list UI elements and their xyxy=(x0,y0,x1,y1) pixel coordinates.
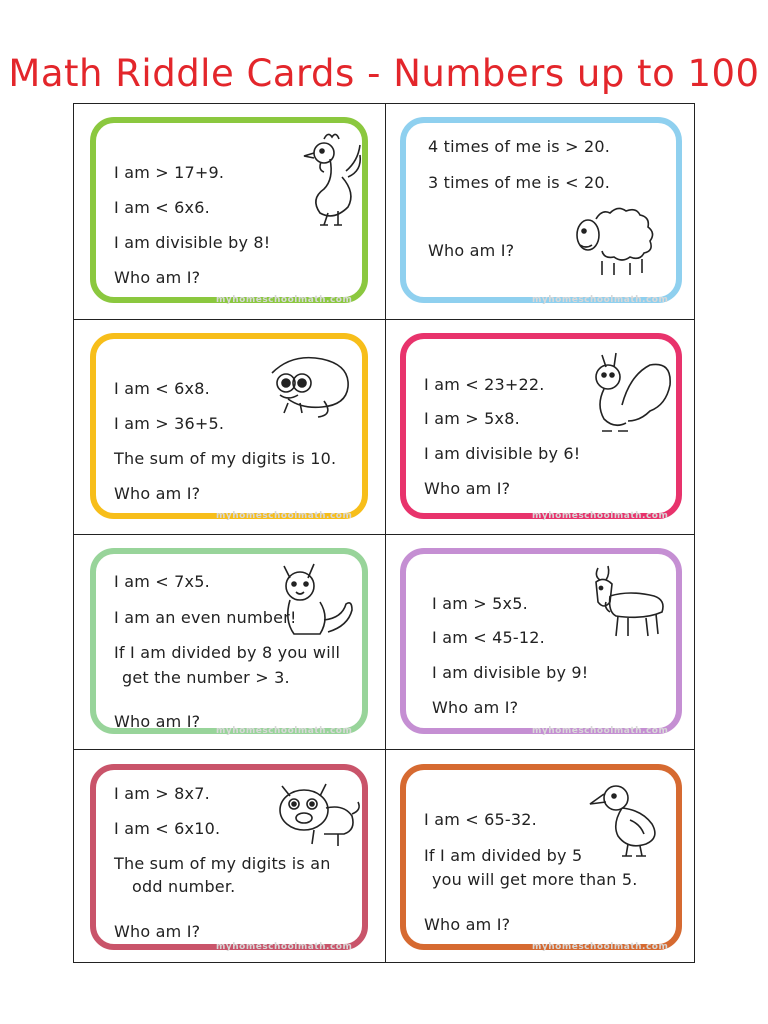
card-line: If I am divided by 8 you will xyxy=(114,643,341,662)
watermark: myhomeschoolmath.com xyxy=(532,726,669,736)
card-line: I am divisible by 9! xyxy=(432,663,589,682)
watermark: myhomeschoolmath.com xyxy=(532,942,669,952)
bird-icon xyxy=(588,776,668,860)
cat-icon xyxy=(272,558,364,642)
card-line: I am > 17+9. xyxy=(114,163,225,182)
card-line: I am < 6x6. xyxy=(114,198,210,217)
grid-divider-vertical xyxy=(385,104,386,962)
goat-icon xyxy=(584,564,674,644)
card-line: I am > 8x7. xyxy=(114,784,210,803)
watermark: myhomeschoolmath.com xyxy=(532,295,669,305)
card-line: I am > 5x5. xyxy=(432,594,528,613)
card-line: Who am I? xyxy=(114,484,201,503)
squirrel-icon xyxy=(582,345,674,437)
card-line: odd number. xyxy=(132,877,236,896)
card-line: I am < 6x8. xyxy=(114,379,210,398)
grid-divider-row-3 xyxy=(74,749,694,750)
riddle-card-1 xyxy=(90,117,368,303)
riddle-card-4 xyxy=(400,333,682,519)
watermark: myhomeschoolmath.com xyxy=(532,511,669,521)
riddle-card-2 xyxy=(400,117,682,303)
pig-icon xyxy=(274,776,366,848)
card-line: Who am I? xyxy=(424,479,511,498)
watermark: myhomeschoolmath.com xyxy=(216,511,353,521)
card-line: If I am divided by 5 xyxy=(424,846,583,865)
card-line: I am < 7x5. xyxy=(114,572,210,591)
card-line: I am < 6x10. xyxy=(114,819,221,838)
card-line: Who am I? xyxy=(428,241,515,260)
mouse-icon xyxy=(264,353,354,419)
card-line: I am < 23+22. xyxy=(424,375,545,394)
riddle-card-3 xyxy=(90,333,368,519)
watermark: myhomeschoolmath.com xyxy=(216,726,353,736)
card-line: The sum of my digits is 10. xyxy=(114,449,337,468)
sheep-icon xyxy=(572,205,658,277)
card-line: get the number > 3. xyxy=(122,668,290,687)
card-line: The sum of my digits is an xyxy=(114,854,331,873)
card-line: I am an even number! xyxy=(114,608,297,627)
grid-divider-row-2 xyxy=(74,534,694,535)
riddle-card-5 xyxy=(90,548,368,734)
card-line: Who am I? xyxy=(114,712,201,731)
page-title: Math Riddle Cards - Numbers up to 100 xyxy=(8,52,760,95)
card-line: 3 times of me is < 20. xyxy=(428,173,611,192)
card-line: 4 times of me is > 20. xyxy=(428,137,611,156)
card-line: I am < 45-12. xyxy=(432,628,545,647)
riddle-card-7 xyxy=(90,764,368,950)
riddle-card-6 xyxy=(400,548,682,734)
card-line: I am divisible by 6! xyxy=(424,444,581,463)
grid-divider-row-1 xyxy=(74,319,694,320)
riddle-card-8 xyxy=(400,764,682,950)
card-line: I am < 65-32. xyxy=(424,810,537,829)
card-line: Who am I? xyxy=(114,922,201,941)
card-line: Who am I? xyxy=(424,915,511,934)
watermark: myhomeschoolmath.com xyxy=(216,942,353,952)
card-line: you will get more than 5. xyxy=(432,870,638,889)
card-line: I am divisible by 8! xyxy=(114,233,271,252)
rooster-icon xyxy=(294,129,364,229)
card-line: Who am I? xyxy=(432,698,519,717)
card-line: Who am I? xyxy=(114,268,201,287)
watermark: myhomeschoolmath.com xyxy=(216,295,353,305)
card-line: I am > 5x8. xyxy=(424,409,520,428)
card-line: I am > 36+5. xyxy=(114,414,225,433)
